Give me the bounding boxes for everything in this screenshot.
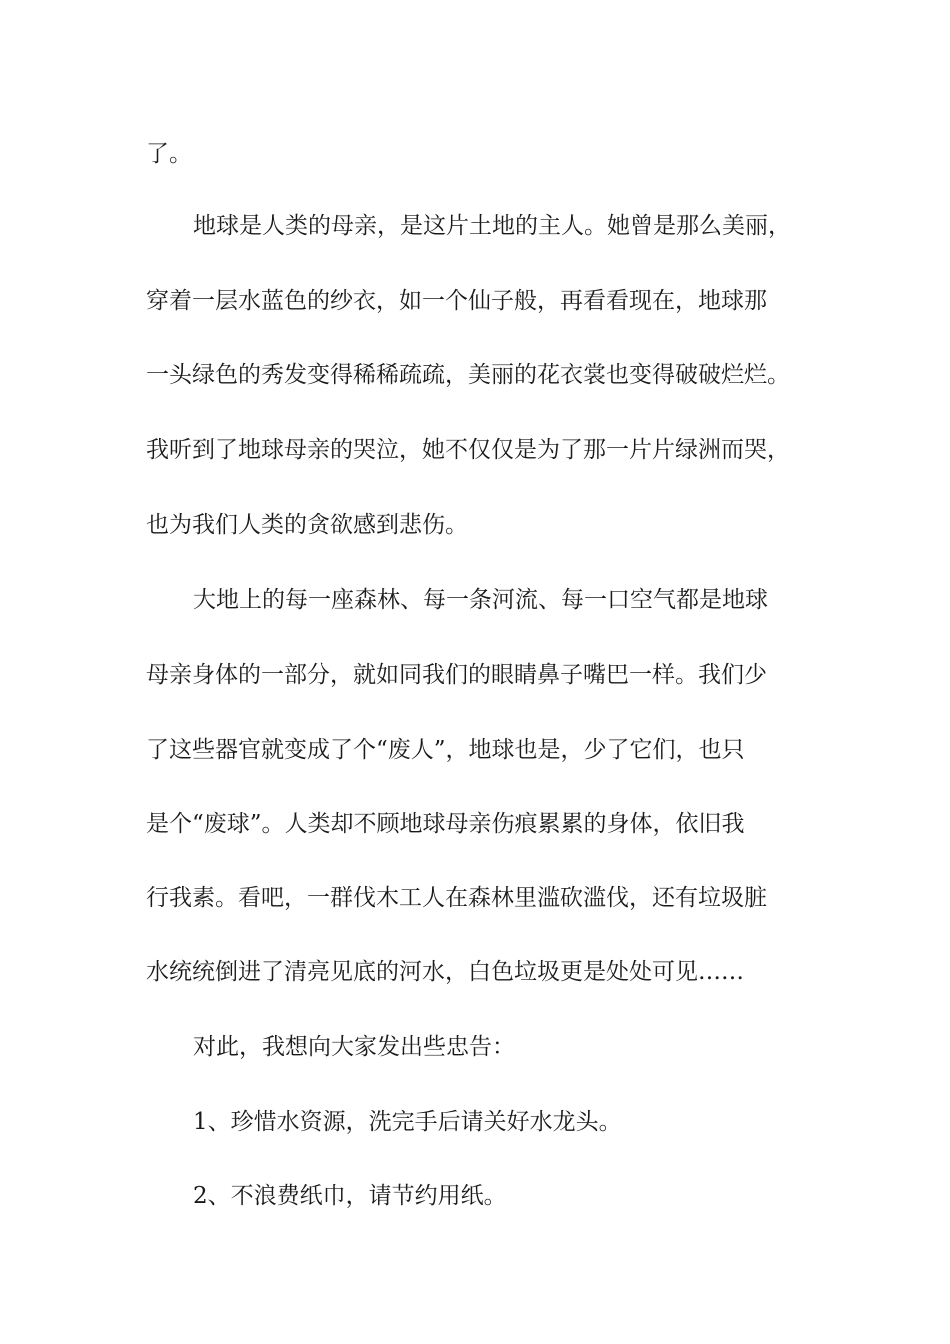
- text-line: 穿着一层水蓝色的纱衣，如一个仙子般，再看看现在，地球那: [146, 288, 767, 314]
- text-line: 了。: [146, 141, 192, 167]
- text-line: 水统统倒进了清亮见底的河水，白色垃圾更是处处可见……: [146, 959, 744, 985]
- text-line: 一头绿色的秀发变得稀稀疏疏，美丽的花衣裳也变得破破烂烂。: [146, 362, 790, 388]
- text-line: 是个“废球”。人类却不顾地球母亲伤痕累累的身体，依旧我: [146, 811, 745, 837]
- text-line: 行我素。看吧，一群伐木工人在森林里滥砍滥伐，还有垃圾脏: [146, 885, 767, 911]
- paragraph-first-line: 对此，我想向大家发出些忠告：: [193, 1034, 515, 1060]
- paragraph-first-line: 大地上的每一座森林、每一条河流、每一口空气都是地球: [193, 587, 768, 613]
- text-line: 也为我们人类的贪欲感到悲伤。: [146, 512, 468, 538]
- text-line: 了这些器官就变成了个“废人”，地球也是，少了它们，也只: [146, 737, 745, 763]
- list-item: 1、珍惜水资源，洗完手后请关好水龙头。: [193, 1109, 622, 1135]
- paragraph-first-line: 地球是人类的母亲，是这片土地的主人。她曾是那么美丽，: [193, 213, 791, 239]
- list-item: 2、不浪费纸巾，请节约用纸。: [193, 1183, 507, 1209]
- text-line: 母亲身体的一部分，就如同我们的眼睛鼻子嘴巴一样。我们少: [146, 662, 767, 688]
- text-line: 我听到了地球母亲的哭泣，她不仅仅是为了那一片片绿洲而哭，: [146, 437, 790, 463]
